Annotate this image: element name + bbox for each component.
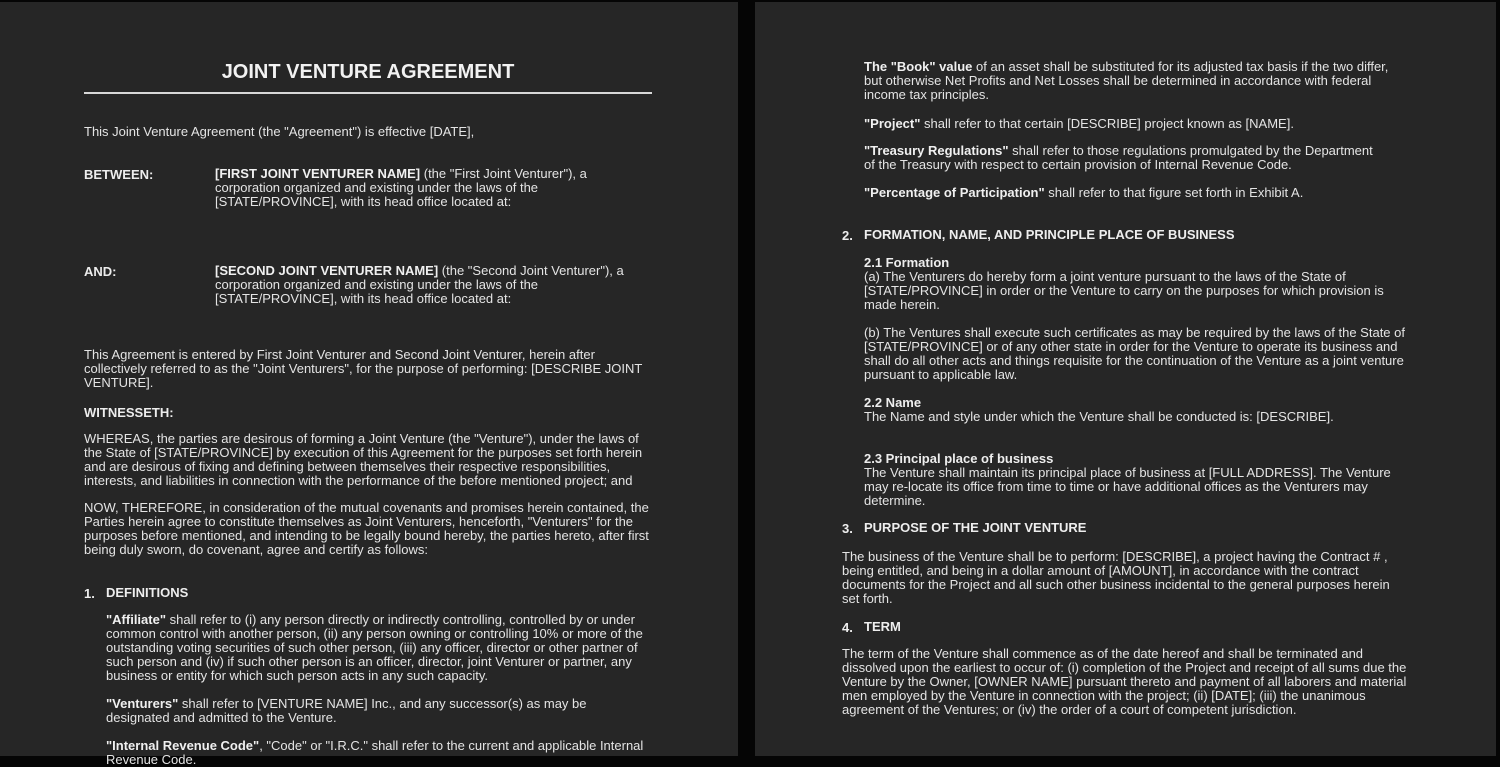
- definition-treasury-term: "Treasury Regulations": [864, 143, 1009, 158]
- subsection-2-1-b: (b) The Ventures shall execute such certificates as may be required by the laws of the State of [STATE/PROVINCE] or of any other state in order for the Venture to operate its business and shall do all other acts and things requisite for the continuation of the Venture as a joint venture pursuant to applicable law.: [864, 325, 1405, 382]
- section-4-number: 4.: [842, 620, 853, 635]
- subsection-2-1-a: (a) The Venturers do hereby form a joint venture pursuant to the laws of the State of [STATE/PROVINCE] in order or the Venture to carry on the purposes for which provision is made herein.: [864, 269, 1384, 312]
- section-4-text: The term of the Venture shall commence as of the date hereof and shall be terminated and dissolved upon the earliest to occur of: (i) completion of the Project and receipt of all sums due the Venture by the Owner, [OWNER NAME] pursuant thereto and payment of all laborers and material men employed by the Venture in connection with the project; (ii) [DATE]; (iii) the unanimous agreement of the Ventures; or (iv) the order of a court of competent jurisdiction.: [842, 646, 1407, 717]
- subsection-2-2-title: 2.2 Name: [864, 395, 922, 410]
- title-underline: [84, 92, 652, 94]
- between-label: BETWEEN:: [84, 167, 154, 182]
- definition-venturers-term: "Venturers": [106, 696, 179, 711]
- section-3-text: The business of the Venture shall be to perform: [DESCRIBE], a project having the Contract # , being entitled, and being in a dollar amount of [AMOUNT], in accordance with the contract documents for the Project and all such other business incidental to the general purposes herein set forth.: [842, 549, 1390, 606]
- second-party-paragraph: [215, 264, 645, 306]
- second-party-name: [SECOND JOINT VENTURER NAME]: [215, 263, 439, 278]
- subsection-2-1-title: 2.1 Formation: [864, 255, 950, 270]
- document-title: JOINT VENTURE AGREEMENT: [221, 61, 515, 83]
- definition-percentage-term: "Percentage of Participation": [864, 185, 1045, 200]
- definition-irc-text: , "Code" or "I.R.C." shall refer to the current and applicable Internal Revenue Code.: [106, 738, 644, 767]
- definition-project: [864, 117, 1410, 131]
- section-2-title: FORMATION, NAME, AND PRINCIPLE PLACE OF BUSINESS: [864, 227, 1235, 242]
- document-page-right: [755, 2, 1496, 756]
- definition-venturers-text: shall refer to [VENTURE NAME] Inc., and any successor(s) as may be designated and admitted to the Venture.: [106, 696, 587, 725]
- definition-project-text: shall refer to that certain [DESCRIBE] project known as [NAME].: [920, 116, 1294, 131]
- definition-irc-term: "Internal Revenue Code": [106, 738, 260, 753]
- section-1-number: 1.: [84, 586, 95, 601]
- definition-affiliate: [106, 613, 654, 683]
- subsection-2-2-text: The Name and style under which the Venture shall be conducted is: [DESCRIBE].: [864, 409, 1334, 424]
- definition-irc: [106, 739, 646, 767]
- definition-treasury: [864, 144, 1384, 172]
- whereas-paragraph: WHEREAS, the parties are desirous of forming a Joint Venture (the "Venture"), under the laws of the State of [STATE/PROVINCE] by execution of this Agreement for the purposes set forth herein and are desirous of fixing and defining between themselves their respective responsibilities, interests, and liabilities in connection with the performance of the before mentioned project; and: [84, 431, 643, 488]
- witnesseth-heading: WITNESSETH:: [84, 405, 174, 420]
- section-4-title: TERM: [864, 619, 901, 634]
- intro-paragraph: This Joint Venture Agreement (the "Agreement") is effective [DATE],: [84, 124, 475, 139]
- section-3-title: PURPOSE OF THE JOINT VENTURE: [864, 520, 1087, 535]
- definition-book-term: The "Book" value: [864, 59, 973, 74]
- section-3-number: 3.: [842, 521, 853, 536]
- document-page-left: [0, 2, 738, 767]
- and-label: AND:: [84, 264, 117, 279]
- definition-affiliate-term: "Affiliate": [106, 612, 166, 627]
- definition-affiliate-text: shall refer to (i) any person directly or indirectly controlling, controlled by or under common control with another person, (ii) any person owning or controlling 10% or more of the outstanding voting securities of such other person, (iii) any officer, director or other partner of such person and (iv) if such other person is an officer, director, joint Venturer or partner, any business or entity for which such person acts in any such capacity.: [106, 612, 643, 683]
- second-party-text: (the "Second Joint Venturer"), a corporation organized and existing under the laws of the [STATE/PROVINCE], with its head office located at:: [215, 263, 624, 306]
- definition-book-value: [864, 60, 1410, 102]
- definition-percentage: [864, 186, 1410, 200]
- first-party-paragraph: [215, 167, 653, 209]
- definition-venturers: [106, 697, 646, 725]
- purpose-paragraph: This Agreement is entered by First Joint Venturer and Second Joint Venturer, herein after collectively referred to as the "Joint Venturers", for the purpose of performing: [DESCRIBE JOINT VENTURE].: [84, 347, 643, 390]
- first-party-name: [FIRST JOINT VENTURER NAME]: [215, 166, 421, 181]
- definition-treasury-text: shall refer to those regulations promulgated by the Department of the Treasury with respect to certain provision of Internal Revenue Code.: [864, 143, 1373, 172]
- subsection-2-3-text: The Venture shall maintain its principal place of business at [FULL ADDRESS]. The Venture may re-locate its office from time to time or have additional offices as the Venturers may determine.: [864, 465, 1391, 508]
- now-therefore-paragraph: NOW, THEREFORE, in consideration of the mutual covenants and promises herein contained, the Parties herein agree to constitute themselves as Joint Venturers, henceforth, "Venturers" for the purposes before mentioned, and intending to be legally bound hereby, the parties hereto, after first being duly sworn, do covenant, agree and certify as follows:: [84, 500, 649, 557]
- first-party-text: (the "First Joint Venturer"), a corporation organized and existing under the laws of the [STATE/PROVINCE], with its head office located at:: [215, 166, 587, 209]
- definition-book-text: of an asset shall be substituted for its adjusted tax basis if the two differ, but otherwise Net Profits and Net Losses shall be determined in accordance with federal income tax principles.: [864, 59, 1389, 102]
- section-2-number: 2.: [842, 228, 853, 243]
- section-1-title: DEFINITIONS: [106, 585, 189, 600]
- definition-percentage-text: shall refer to that figure set forth in Exhibit A.: [1044, 185, 1304, 200]
- definition-project-term: "Project": [864, 116, 921, 131]
- subsection-2-3-title: 2.3 Principal place of business: [864, 451, 1054, 466]
